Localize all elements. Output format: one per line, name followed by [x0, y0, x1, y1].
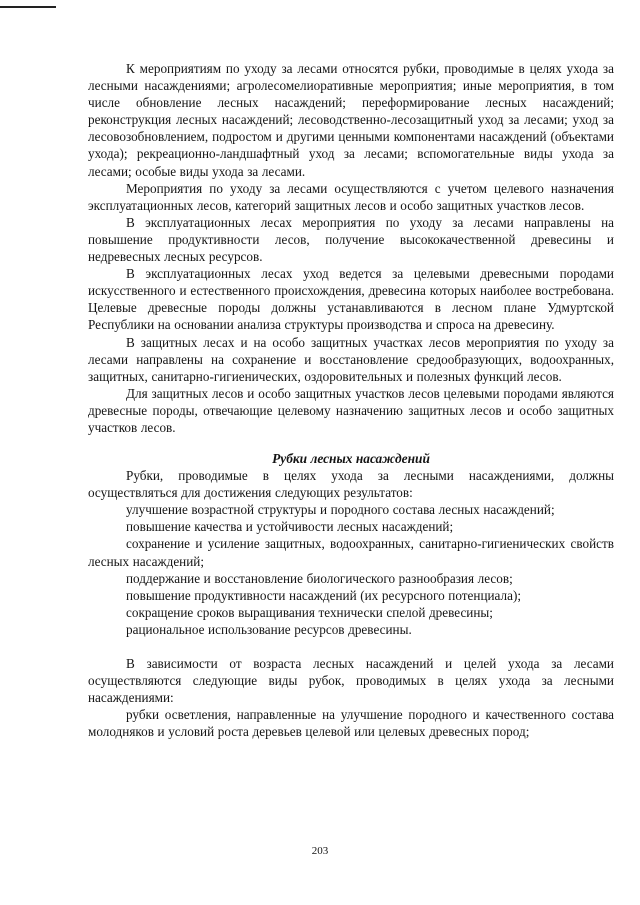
paragraph: рубки осветления, направленные на улучшение породного и качественного состава молодняков и условий роста деревьев целевой или целевых древесных пород; [88, 707, 614, 740]
list-item: рациональное использование ресурсов древесины. [126, 621, 412, 637]
paragraph: В эксплуатационных лесах уход ведется за целевыми древесными породами искусственного и естественного происхождения, древесина которых наиболее востребована. Целевые древесные породы должны устанавливаются в лесном плане Удмуртской Республики на основании анализа структуры производства и спроса на древесину. [88, 266, 614, 333]
header-rule [0, 6, 56, 8]
blank-line [88, 638, 614, 655]
section-intro: Рубки, проводимые в целях ухода за лесными насаждениями, должны осуществляться для достижения следующих результатов: [88, 468, 614, 501]
paragraph: К мероприятиям по уходу за лесами относятся рубки, проводимые в целях ухода за лесными насаждениями; агролесомелиоративные мероприятия; иные мероприятия, в том числе обновление лесных насаждений; переформирование лесных насаждений; реконструкция лесных насаждений; лесоводственно-лесозащитный уход за лесами; уход за лесовозобновлением, подростом и другими ценными компонентами насаждений (объектами ухода); рекреационно-ландшафтный уход за лесами; вспомогательные виды ухода за лесами; особые виды ухода за лесами. [88, 61, 614, 179]
list-item: сохранение и усиление защитных, водоохранных, санитарно-гигиенических свойств лесных насаждений; [88, 536, 614, 569]
paragraph: В защитных лесах и на особо защитных участках лесов мероприятия по уходу за лесами направлены на сохранение и восстановление средообразующих, водоохранных, защитных, санитарно-гигиенических, оздоровительных и полезных функций лесов. [88, 334, 614, 384]
list-item: сокращение сроков выращивания технически спелой древесины; [126, 604, 493, 620]
list-item: улучшение возрастной структуры и породного состава лесных насаждений; [126, 502, 555, 518]
page-number: 203 [311, 845, 329, 857]
list-item: поддержание и восстановление биологического разнообразия лесов; [126, 570, 513, 586]
list-item: повышение продуктивности насаждений (их ресурсного потенциала); [126, 587, 522, 603]
paragraph: В зависимости от возраста лесных насаждений и целей ухода за лесами осуществляются следующие виды рубок, проводимых в целях ухода за лесными насаждениями: [88, 656, 614, 706]
section-heading: Рубки лесных насаждений [272, 451, 430, 467]
paragraph: В эксплуатационных лесах мероприятия по уходу за лесами направлены на повышение продуктивности лесов, получение высококачественной древесины и недревесных лесных ресурсов. [88, 214, 614, 265]
paragraph: Для защитных лесов и особо защитных участков лесов целевыми породами являются древесные породы, отвечающие целевому назначению защитных лесов и особо защитных участков лесов. [88, 385, 614, 435]
list-item: повышение качества и устойчивости лесных насаждений; [126, 519, 454, 535]
document-page [88, 60, 614, 740]
paragraph: Мероприятия по уходу за лесами осуществляются с учетом целевого назначения эксплуатационных лесов, категорий защитных лесов и особо защитных участков лесов. [88, 180, 614, 213]
